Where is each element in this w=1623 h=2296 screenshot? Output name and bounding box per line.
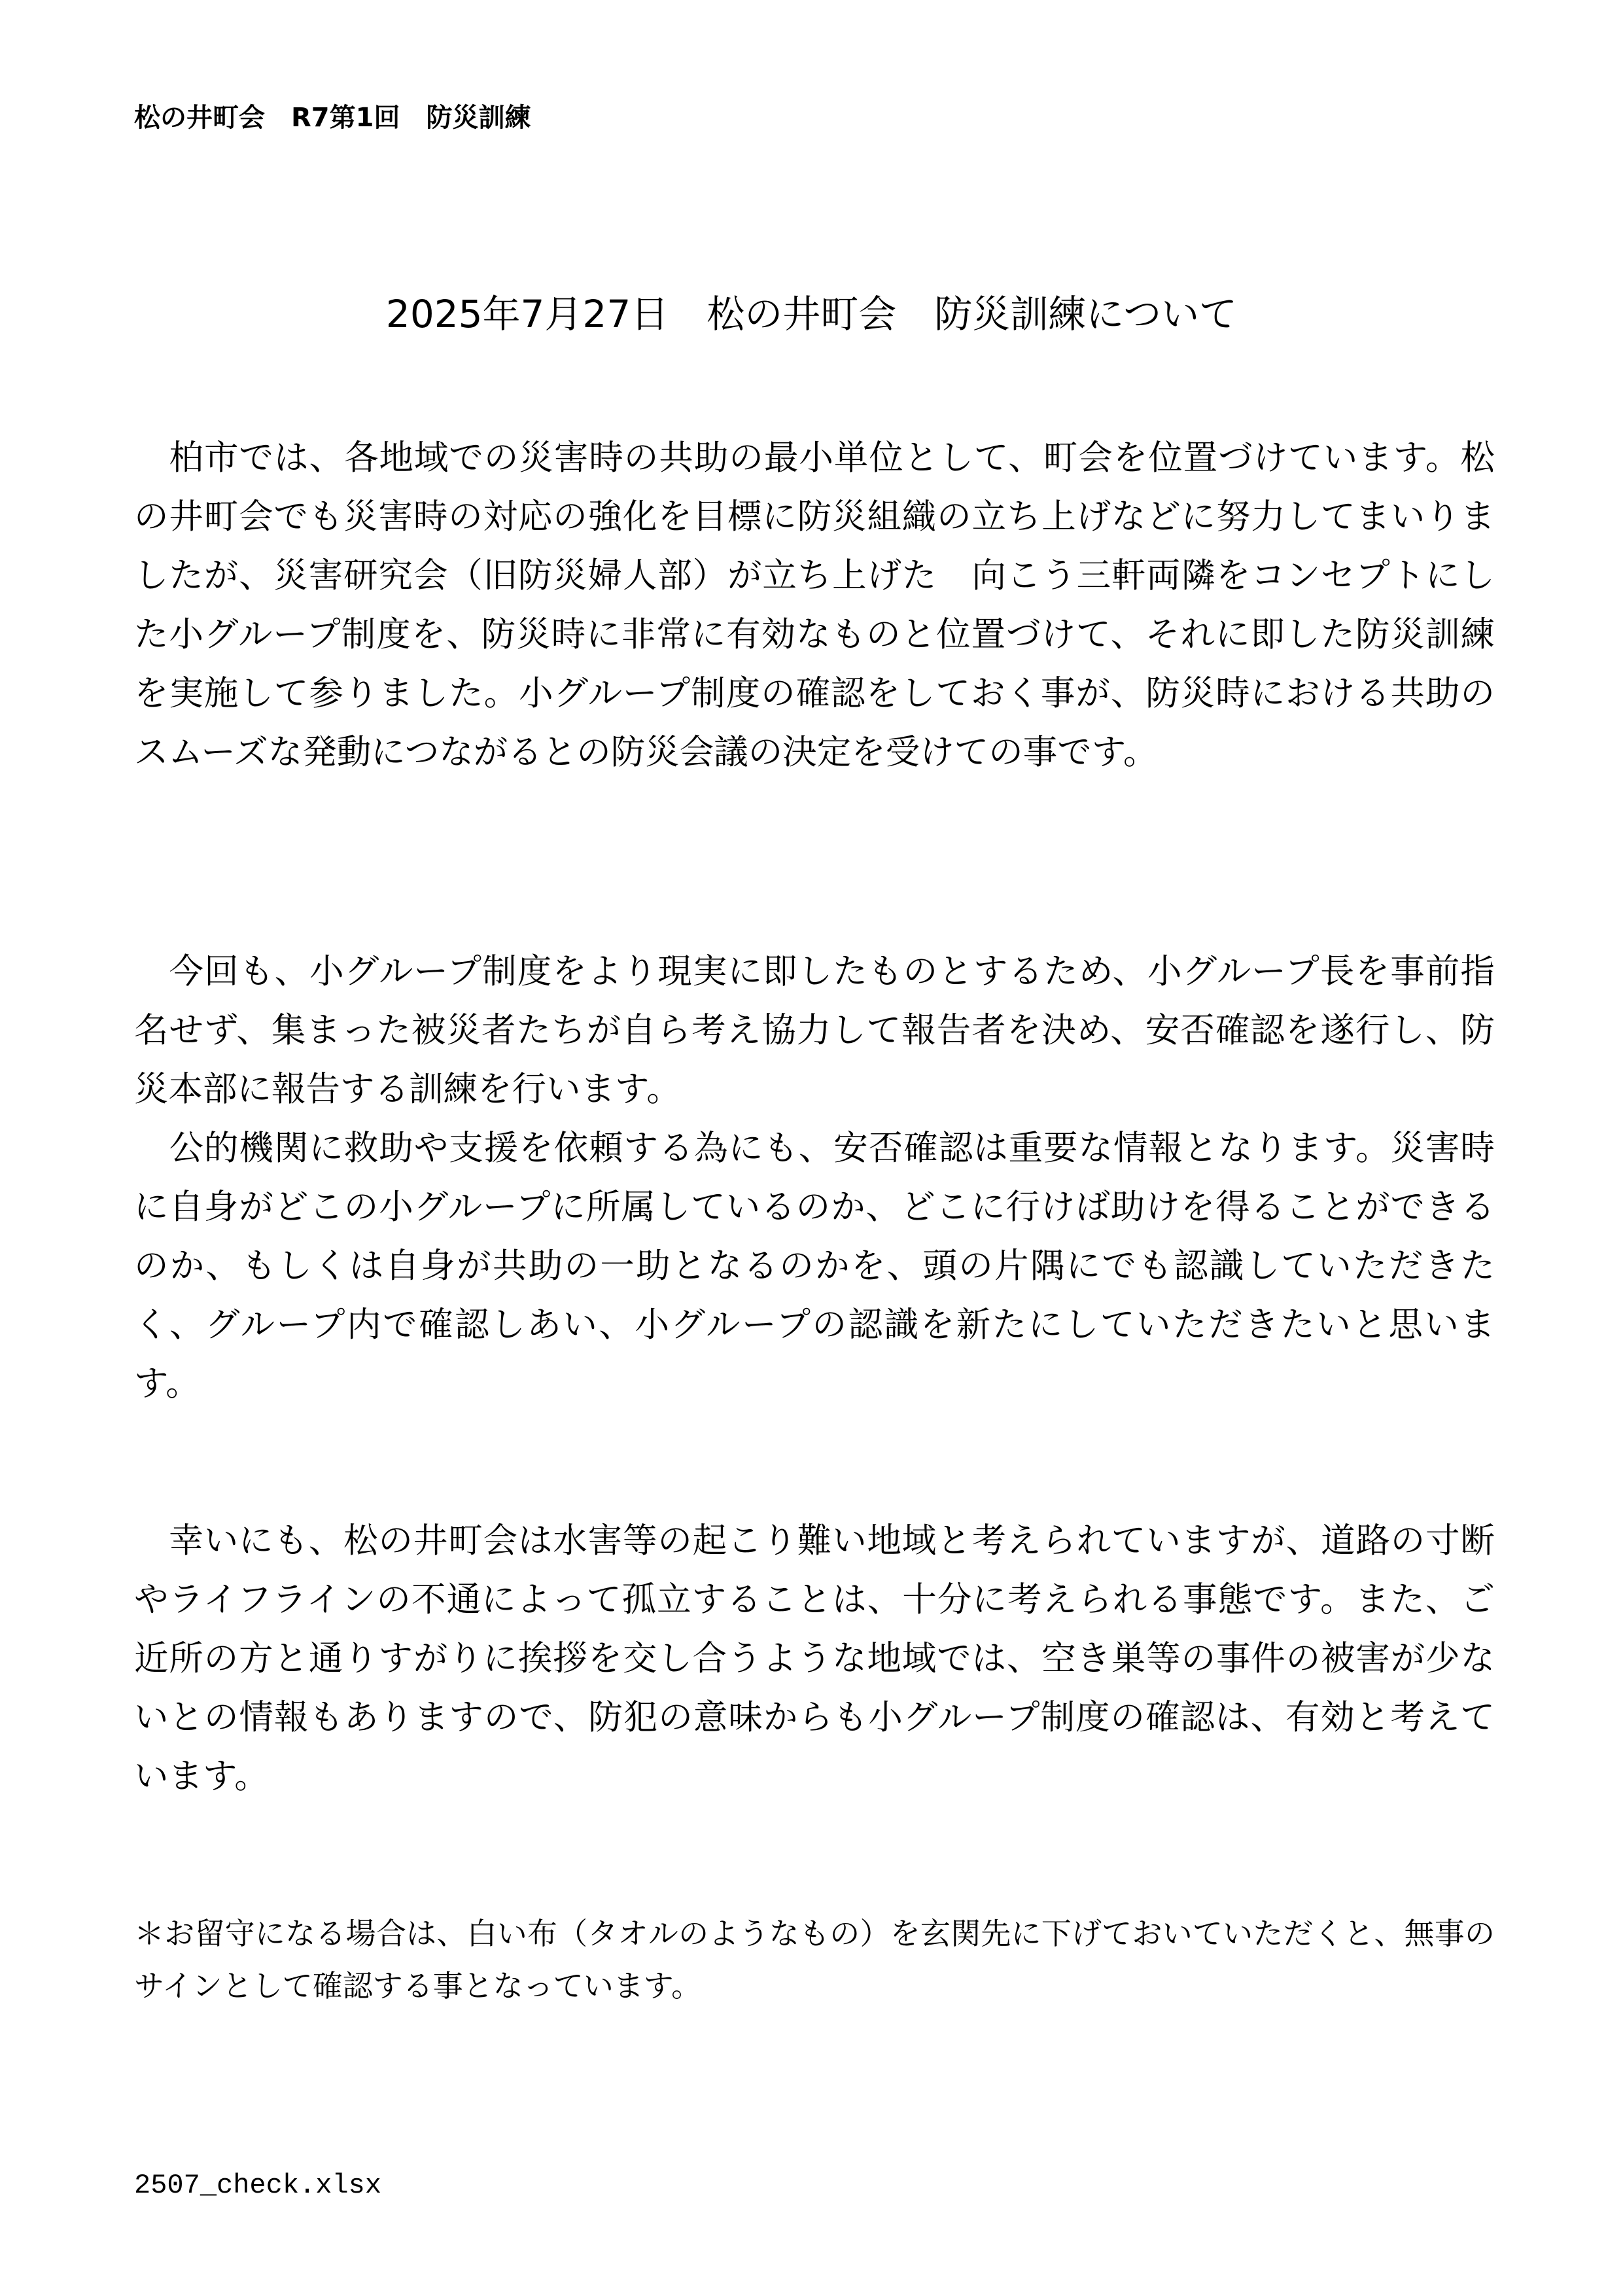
paragraph-intro: 柏市では、各地域での災害時の共助の最小単位として、町会を位置づけています。松の井町会でも災害時の対応の強化を目標に防災組織の立ち上げなどに努力してまいりましたが、災害研究会（旧防災婦人部）が立ち上げた 向こう三軒両隣をコンセプトにした小グループ制度を、防災時に非常に有効なものと位置づけて、それに即した防災訓練を実施して参りました。小グループ制度の確認をしておく事が、防災時における共助のスムーズな発動につながるとの防災会議の決定を受けての事です。: [134, 438, 1495, 772]
note-text: ＊お留守になる場合は、白い布（タオルのようなもの）を玄関先に下げておいていただくと、無事のサインとして確認する事となっています。: [134, 1916, 1495, 2004]
page-header: 松の井町会 R7第1回 防災訓練: [134, 103, 531, 133]
regional-section: [134, 1511, 1495, 1806]
footer-filename: 2507_check.xlsx: [134, 2170, 382, 2201]
paragraph-safety-check: 公的機関に救助や支援を依頼する為にも、安否確認は重要な情報となります。災害時に自身がどこの小グループに所属しているのか、どこに行けば助けを得ることができるのか、もしくは自身が共助の一助となるのかを、頭の片隅にでも認識していただきたく、グループ内で確認しあい、小グループの認識を新たにしていただきたいと思います。: [134, 1128, 1495, 1404]
absence-note: [134, 1907, 1495, 2012]
intro-section: [134, 429, 1495, 782]
document-title: 2025年7月27日 松の井町会 防災訓練について: [385, 292, 1238, 336]
paragraph-regional: 幸いにも、松の井町会は水害等の起こり難い地域と考えられていますが、道路の寸断やライフラインの不通によって孤立することは、十分に考えられる事態です。また、ご近所の方と通りすがりに挨拶を交し合うような地域では、空き巣等の事件の被害が少ないとの情報もありますので、防犯の意味からも小グループ制度の確認は、有効と考えています。: [134, 1521, 1495, 1796]
paragraph-training: 今回も、小グループ制度をより現実に即したものとするため、小グループ長を事前指名せず、集まった被災者たちが自ら考え協力して報告者を決め、安否確認を遂行し、防災本部に報告する訓練を行います。: [134, 951, 1495, 1109]
training-section: [134, 942, 1495, 1413]
